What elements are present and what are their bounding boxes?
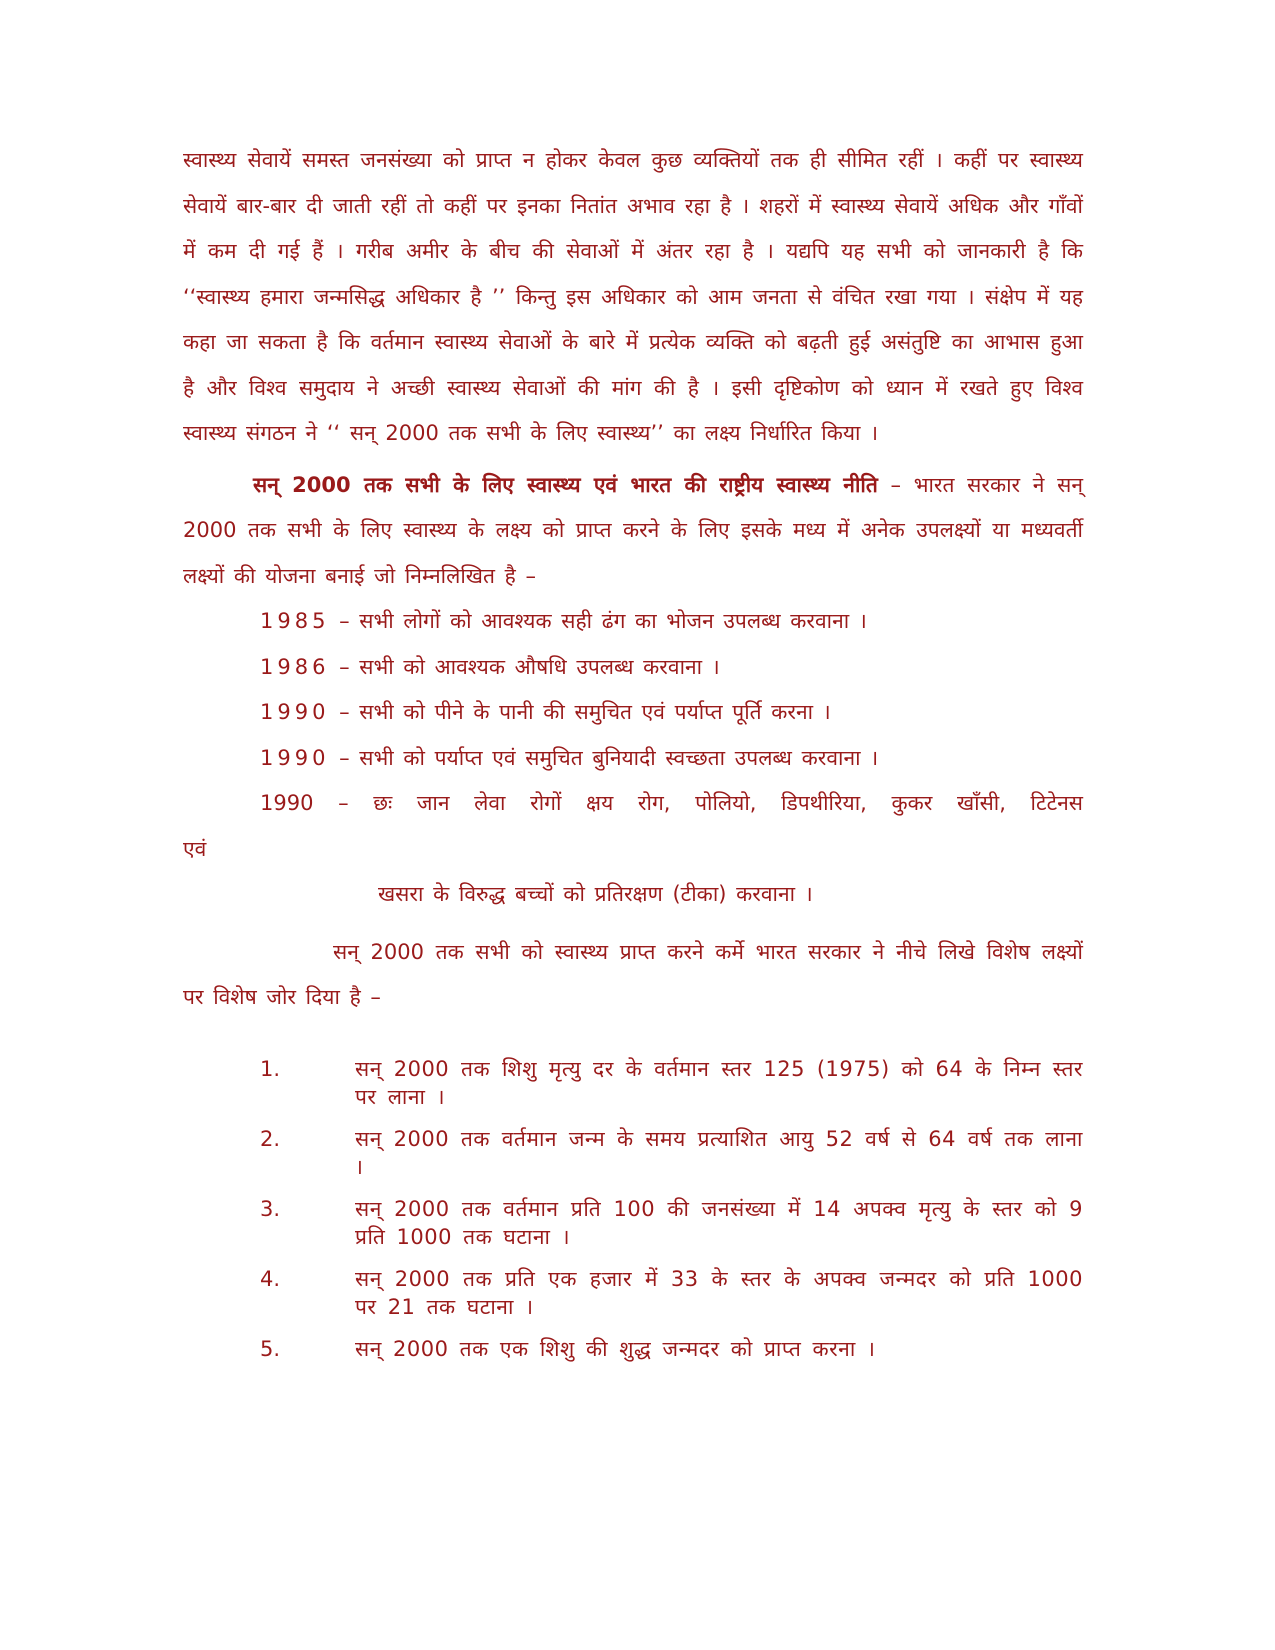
goal-text: – सभी को आवश्यक औषधि उपलब्ध करवाना । [329, 654, 720, 679]
goal-continuation: खसरा के विरुद्ध बच्चों को प्रतिरक्षण (टीका) करवाना । [378, 882, 813, 906]
target-text: सन् 2000 तक वर्तमान प्रति 100 की जनसंख्या में 14 अपक्व मृत्यु के स्तर को 9 प्रति 1000 तक घटाना । [355, 1196, 1083, 1249]
interim-goal [260, 781, 1083, 827]
target-item [183, 1265, 1083, 1321]
policy-paragraph: भारत सरकार ने सन् 2000 तक सभी के लिए स्वास्थ्य के लक्ष्य को प्राप्त करने के लिए इसके मध्य में अनेक उपलक्ष्यों या मध्यवर्ती लक्ष्यों की योजना बनाई जो निम्नलिखित है – [183, 472, 1083, 588]
target-text: सन् 2000 तक प्रति एक हजार में 33 के स्तर के अपक्व जन्मदर को प्रति 1000 पर 21 तक घटाना । [355, 1266, 1083, 1319]
target-item [183, 1125, 1083, 1181]
goal-text: – सभी को पर्याप्त एवं समुचित बुनियादी स्वच्छता उपलब्ध करवाना । [329, 745, 879, 770]
goal-year: 1985 [260, 609, 330, 633]
target-text: सन् 2000 तक वर्तमान जन्म के समय प्रत्याशित आयु 52 वर्ष से 64 वर्ष तक लाना । [355, 1126, 1083, 1179]
goal-continuation: एवं [183, 836, 207, 861]
interim-goal [260, 690, 1083, 736]
target-number: 2. [260, 1126, 281, 1151]
interim-goal [260, 736, 1083, 782]
goal-text: – सभी लोगों को आवश्यक सही ढंग का भोजन उपलब्ध करवाना । [329, 609, 867, 633]
target-item [183, 1335, 1083, 1363]
goal-year: 1990 [260, 745, 330, 770]
goal-year: 1990 [260, 791, 314, 815]
heading-dash: – [877, 472, 914, 497]
targets-list [183, 1055, 1083, 1363]
goal-text: – सभी को पीने के पानी की समुचित एवं पर्याप्त पूर्ति करना । [329, 700, 831, 724]
document-page [183, 138, 1083, 1384]
interim-goal [260, 599, 1083, 645]
intro-paragraph: स्वास्थ्य सेवायें समस्त जनसंख्या को प्राप्त न होकर केवल कुछ व्यक्तियों तक ही सीमित रहीं । कहीं पर स्वास्थ्य सेवायें बार-बार दी जाती रहीं तो कहीं पर इनका नितांत अभाव रहा है । शहरों में स्वास्थ्य सेवायें अधिक और गाँवों में कम दी गई हैं । गरीब अमीर के बीच की सेवाओं में अंतर रहा है । यद्यपि यह सभी को जानकारी है कि ‘‘स्वास्थ्य हमारा जन्मसिद्ध अधिकार है ’’ किन्तु इस अधिकार को आम जनता से वंचित रखा गया । संक्षेप में यह कहा जा सकता है कि वर्तमान स्वास्थ्य सेवाओं के बारे में प्रत्येक व्यक्ति को बढ़ती हुई असंतुष्टि का आभास हुआ है और विश्व समुदाय ने अच्छी स्वास्थ्य सेवाओं की मांग की है । इसी दृष्टिकोण को ध्यान में रखते हुए विश्व स्वास्थ्य संगठन ने ‘‘ सन् 2000 तक सभी के लिए स्वास्थ्य’’ का लक्ष्य निर्धारित किया । [183, 148, 1083, 445]
section-heading: सन् 2000 तक सभी के लिए स्वास्थ्य एवं भारत की राष्ट्रीय स्वास्थ्य नीति [253, 472, 878, 497]
goal-year: 1986 [260, 654, 330, 679]
target-number: 4. [260, 1266, 281, 1291]
target-number: 1. [260, 1056, 281, 1081]
target-item [183, 1055, 1083, 1111]
interim-goals-list [183, 599, 1083, 918]
target-text: सन् 2000 तक एक शिशु की शुद्ध जन्मदर को प्राप्त करना । [355, 1336, 876, 1361]
targets-intro-paragraph: सन् 2000 तक सभी को स्वास्थ्य प्राप्त करने कर्मे भारत सरकार ने नीचे लिखे विशेष लक्ष्यों पर विशेष जोर दिया है – [183, 939, 1083, 1009]
target-item [183, 1195, 1083, 1251]
interim-goal [260, 645, 1083, 691]
policy-section [183, 463, 1083, 600]
goal-text: – छः जान लेवा रोगों क्षय रोग, पोलियो, डिपथीरिया, कुकर खाँसी, टिटेनस [313, 791, 1083, 815]
goal-year: 1990 [260, 700, 330, 724]
target-number: 5. [260, 1336, 281, 1361]
target-number: 3. [260, 1196, 281, 1221]
target-text: सन् 2000 तक शिशु मृत्यु दर के वर्तमान स्तर 125 (1975) को 64 के निम्न स्तर पर लाना । [355, 1056, 1083, 1109]
